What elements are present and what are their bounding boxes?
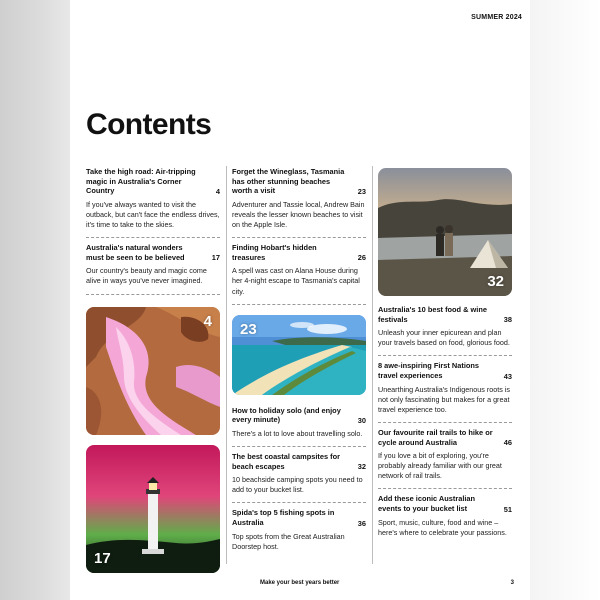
aerial-salt-lake-image	[86, 307, 220, 435]
coastal-camping-photo[interactable]	[378, 168, 512, 296]
entry-description: A spell was cast on Alana House during her 4-night escape to Tasmania's capital city.	[232, 266, 360, 296]
contents-entry[interactable]	[232, 238, 366, 304]
issue-season: SUMMER 2024	[471, 14, 522, 21]
contents-entry[interactable]	[378, 356, 512, 422]
aurora-lighthouse-photo[interactable]	[86, 445, 220, 573]
beach-isthmus-photo[interactable]	[232, 315, 366, 395]
entry-title: Take the high road: Air-tripping magic in Australia's Corner Country	[86, 167, 196, 196]
contents-entry[interactable]	[232, 162, 366, 238]
entry-description: 10 beachside camping spots you need to add to your bucket list.	[232, 475, 363, 495]
photo-page-number: 32	[487, 273, 504, 290]
contents-entry[interactable]	[232, 447, 366, 503]
entry-page-number: 36	[357, 518, 366, 528]
page-margin	[530, 0, 600, 600]
entry-description: Sport, music, culture, food and wine – here's where to celebrate your passions.	[378, 517, 507, 537]
entry-title: Forget the Wineglass, Tasmania has other stunning beaches worth a visit	[232, 167, 345, 196]
photo-page-number: 23	[240, 320, 257, 338]
contents-entry[interactable]	[378, 423, 512, 489]
entry-title: Add these iconic Australian events to your bucket list	[378, 494, 476, 513]
contents-page	[70, 0, 530, 600]
entry-title: Spida's top 5 fishing spots in Australia	[232, 508, 335, 527]
entry-description: If you love a bit of exploring, you're probably already familiar with our great network of rail trails.	[378, 451, 502, 481]
contents-entry[interactable]	[232, 503, 366, 558]
contents-entry[interactable]	[86, 162, 220, 238]
photo-page-number: 4	[203, 312, 212, 330]
contents-entry[interactable]	[232, 401, 366, 447]
entry-title: Finding Hobart's hidden treasures	[232, 243, 317, 262]
entry-page-number: 23	[357, 186, 366, 196]
entry-page-number: 26	[357, 253, 366, 263]
contents-column-1	[86, 162, 220, 573]
entry-page-number: 51	[503, 504, 512, 514]
entry-page-number: 30	[357, 415, 366, 425]
contents-column-3	[378, 162, 512, 545]
aerial-salt-lake-photo[interactable]	[86, 307, 220, 435]
entry-description: Top spots from the Great Australian Doorstep host.	[232, 531, 345, 551]
contents-column-2	[232, 162, 366, 559]
entry-title: Australia's natural wonders must be seen to be believed	[86, 243, 185, 262]
entry-description: Adventurer and Tassie local, Andrew Bain reveals the lesser known beaches to visit on the Apple Isle.	[232, 199, 365, 230]
contents-entry[interactable]	[86, 238, 220, 294]
entry-title: Our favourite rail trails to hike or cycle around Australia	[378, 427, 493, 447]
entry-title: The best coastal campsites for beach escapes	[232, 451, 341, 471]
page-title: Contents	[86, 108, 212, 141]
entry-page-number: 46	[503, 438, 512, 448]
entry-title: Australia's 10 best food & wine festivals	[378, 305, 487, 324]
photo-page-number: 17	[94, 549, 111, 567]
entry-page-number: 32	[357, 462, 366, 472]
entry-page-number: 17	[211, 253, 220, 263]
contents-entry[interactable]	[378, 489, 512, 544]
entry-page-number: 38	[503, 315, 512, 325]
entry-description: Unearthing Australia's Indigenous roots is not only fascinating but makes for a great travel experience too.	[378, 384, 511, 414]
entry-description: There's a lot to love about travelling solo.	[232, 428, 363, 438]
entry-title: How to holiday solo (and enjoy every minute)	[232, 405, 341, 425]
footer-tagline: Make your best years better	[260, 580, 340, 586]
entry-description: Unleash your inner epicurean and plan your travels based on food, glorious food.	[378, 328, 510, 348]
entry-description: If you've always wanted to visit the outback, but can't face the endless drives, it's time to take to the skies.	[86, 199, 220, 230]
entry-page-number: 43	[503, 371, 512, 381]
entry-page-number: 4	[215, 186, 220, 196]
contents-entry[interactable]	[378, 300, 512, 356]
footer-page-number: 3	[510, 580, 514, 586]
page-fold-shadow	[0, 0, 70, 600]
entry-description: Our country's beauty and magic come alive in ways you've never imagined.	[86, 266, 207, 286]
entry-title: 8 awe-inspiring First Nations travel experiences	[378, 361, 480, 381]
